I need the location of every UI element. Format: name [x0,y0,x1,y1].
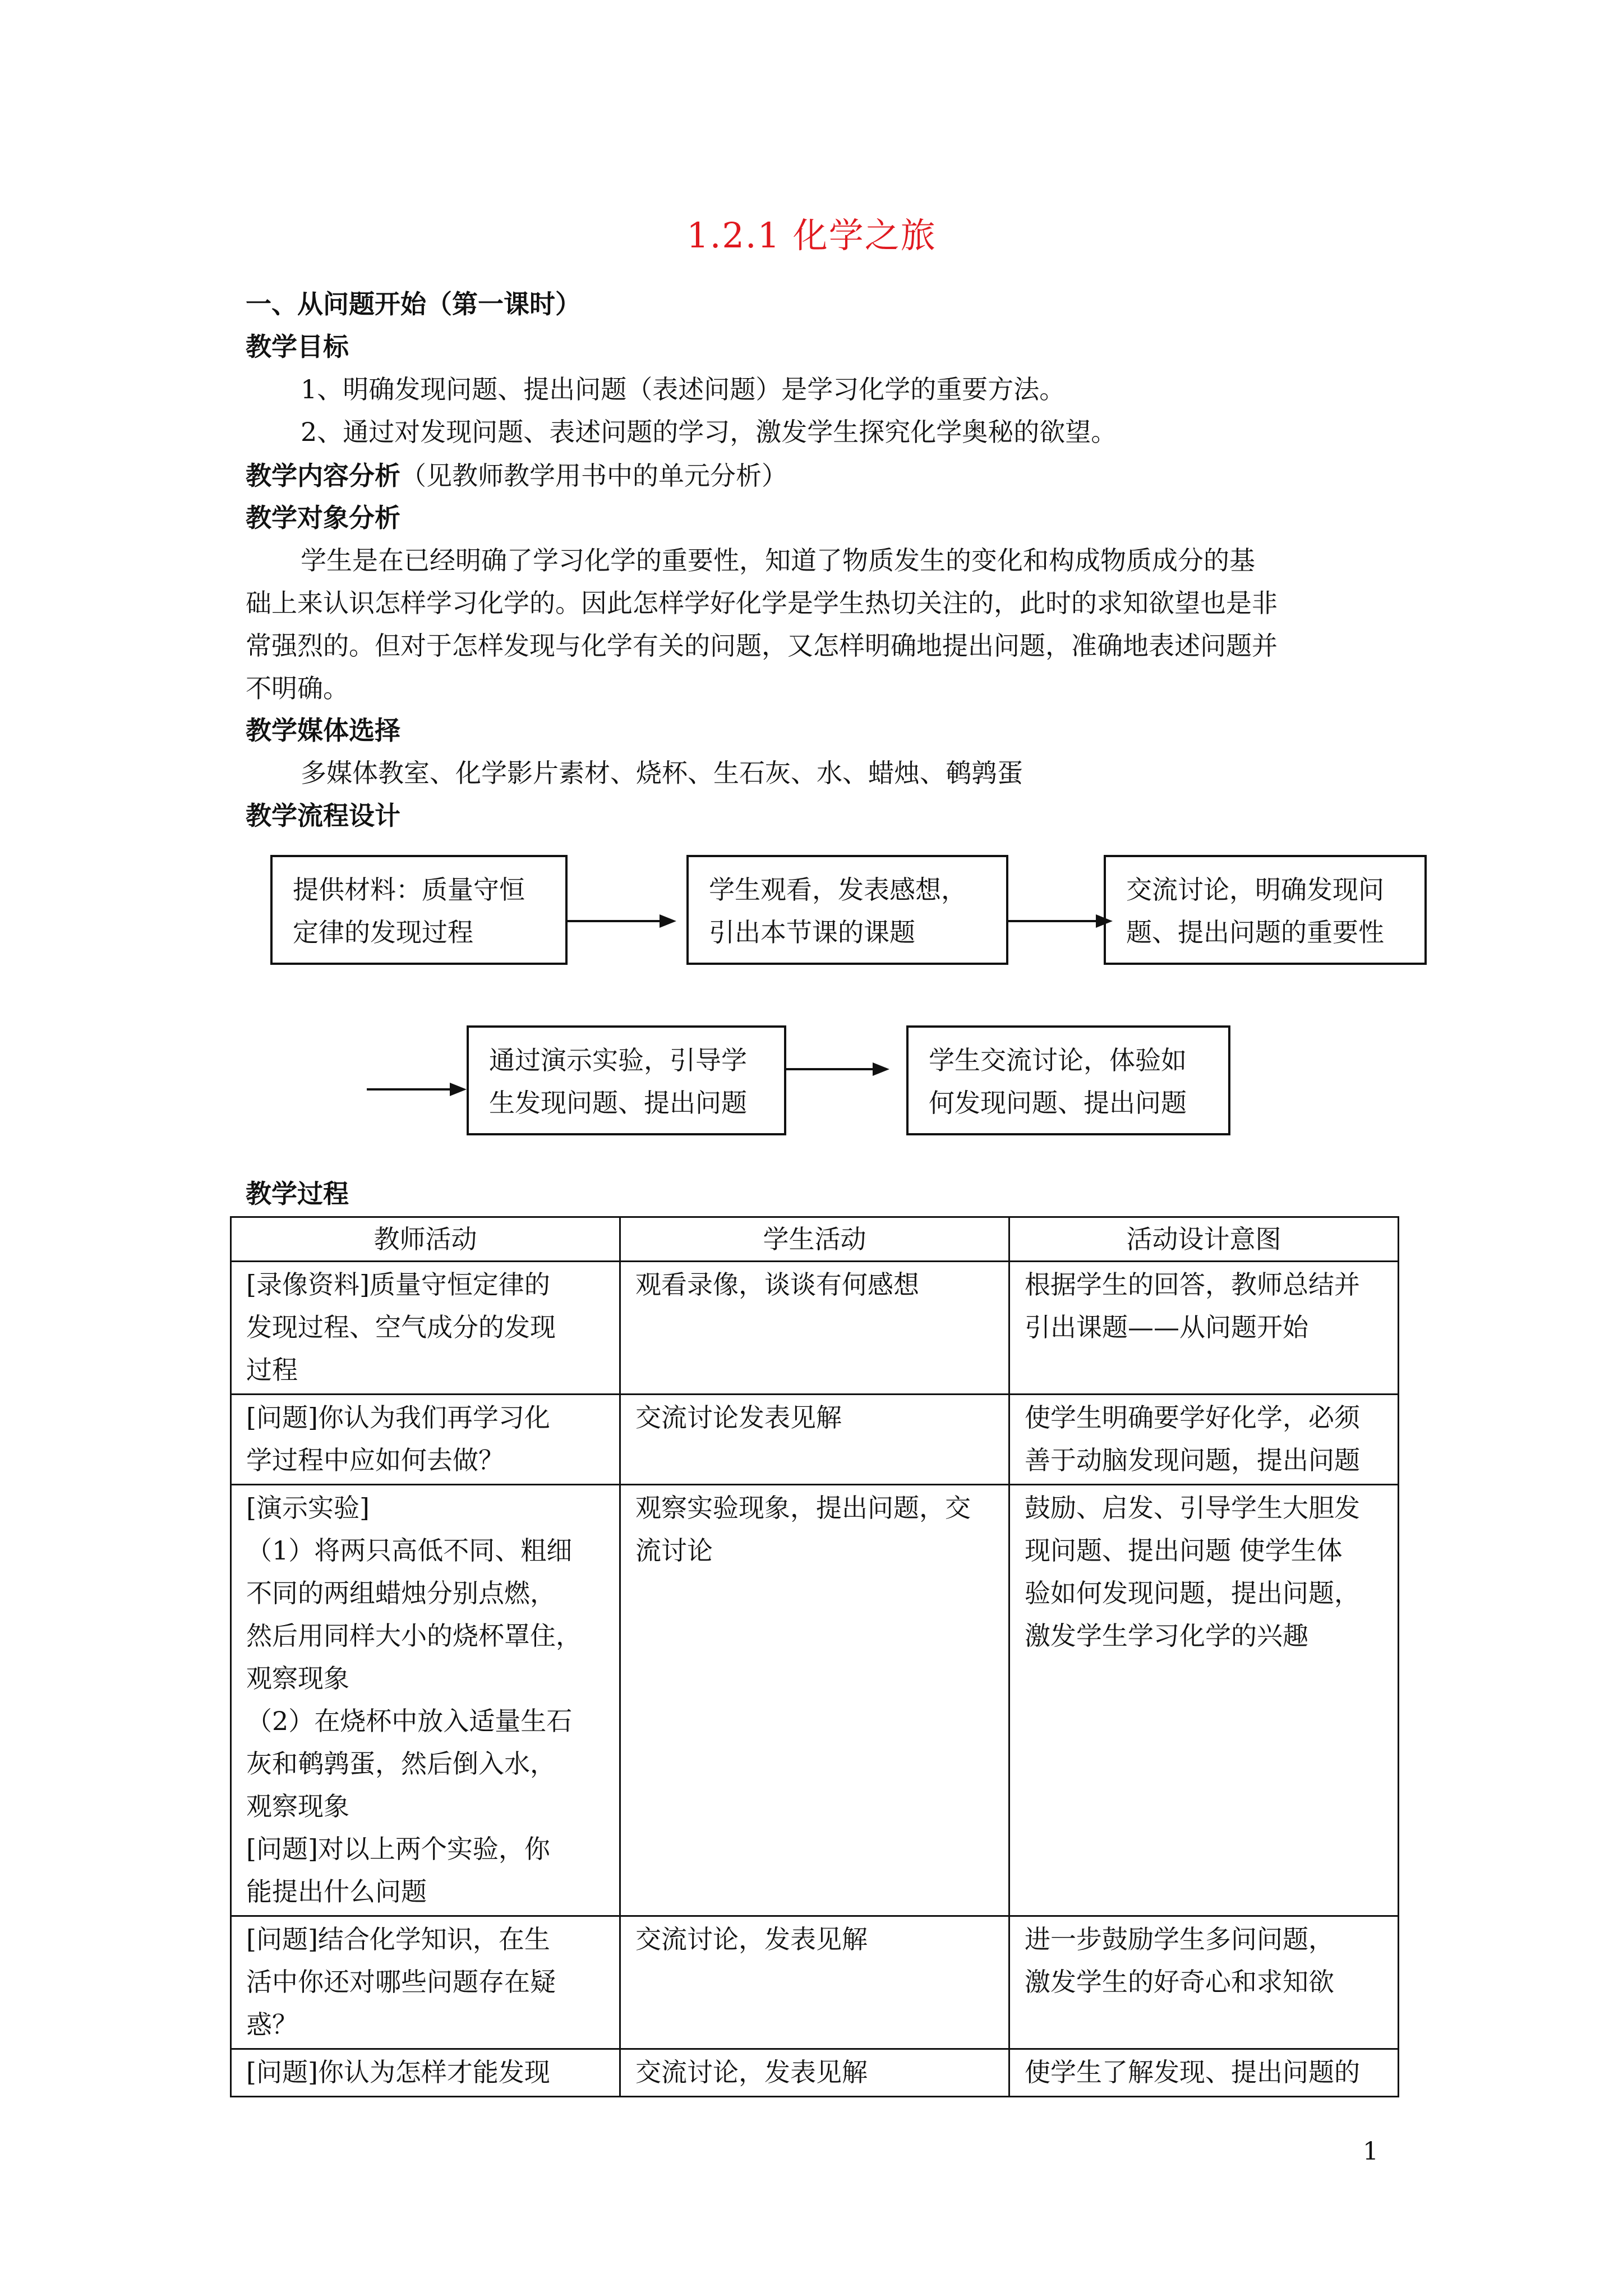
cell-line: 不同的两组蜡烛分别点燃， [246,1578,556,1608]
cell-line: 使学生了解发现、提出问题的 [1025,2057,1360,2087]
cell-line: 观察实验现象，提出问题，交 [635,1493,971,1523]
arrow-right-icon [873,1062,889,1076]
cell-line: 观察现象 [246,1791,349,1821]
table-row [231,2049,1399,2097]
cell-line: 激发学生的好奇心和求知欲 [1025,1967,1334,1997]
cell-line: 学过程中应如何去做？ [246,1445,504,1475]
design-intent-cell [1009,1262,1399,1395]
teaching-goals-heading: 教学目标 [246,332,349,362]
flow-box-5 [906,1025,1230,1135]
flow-box-text: 学生交流讨论，体验如 [929,1045,1187,1075]
cell-line: 验如何发现问题，提出问题， [1025,1578,1360,1608]
cell-line: 使学生明确要学好化学，必须 [1025,1402,1360,1433]
column-header-student: 学生活动 [620,1217,1009,1262]
cell-line: 观察现象 [246,1663,349,1694]
cell-line: 然后用同样大小的烧杯罩住， [246,1621,582,1651]
object-analysis-line: 学生是在已经明确了学习化学的重要性，知道了物质发生的变化和构成物质成分的基 [301,545,1255,576]
student-activity-cell [620,1262,1009,1395]
design-intent-cell [1009,2049,1399,2097]
page-number: 1 [1363,2137,1378,2166]
column-header-intent: 活动设计意图 [1009,1217,1399,1262]
student-activity-cell [620,2049,1009,2097]
flow-box-text: 题、提出问题的重要性 [1126,917,1384,947]
cell-line: 惑？ [246,2009,298,2040]
cell-line: （2）在烧杯中放入适量生石 [246,1706,573,1736]
cell-line: 根据学生的回答，教师总结并 [1025,1269,1360,1300]
cell-line: [演示实验] [246,1493,370,1523]
teacher-activity-cell [231,1262,620,1395]
cell-line: [问题]你认为我们再学习化 [246,1402,550,1433]
flow-box-4 [467,1025,786,1135]
teaching-goal-item: 1、明确发现问题、提出问题（表述问题）是学习化学的重要方法。 [301,374,1066,404]
cell-line: （1）将两只高低不同、粗细 [246,1535,573,1566]
flow-box-1 [270,855,568,965]
design-intent-cell [1009,1485,1399,1916]
cell-line: 发现过程、空气成分的发现 [246,1312,556,1342]
cell-line: [问题]结合化学知识，在生 [246,1924,550,1954]
cell-line: 能提出什么问题 [246,1876,427,1907]
document-title: 1.2.1 化学之旅 [686,215,937,256]
object-analysis-line: 常强烈的。但对于怎样发现与化学有关的问题，又怎样明确地提出问题，准确地表述问题并 [246,631,1278,661]
table-header-row [231,1217,1399,1262]
flow-arrow [568,920,662,922]
table-row [231,1485,1399,1916]
cell-line: 流讨论 [635,1535,713,1566]
content-analysis-note: （见教师教学用书中的单元分析） [400,461,787,491]
cell-line: 交流讨论发表见解 [635,1402,842,1433]
column-header-teacher: 教师活动 [231,1217,620,1262]
section-heading: 一、从问题开始（第一课时） [246,289,581,319]
cell-line: 活中你还对哪些问题存在疑 [246,1967,556,1997]
flow-box-text: 学生观看，发表感想， [709,875,967,905]
flow-arrow [367,1088,452,1091]
table-row [231,1395,1399,1485]
cell-line: 灰和鹌鹑蛋，然后倒入水， [246,1749,556,1779]
content-analysis-title: 教学内容分析 [246,461,400,491]
cell-line: [问题]对以上两个实验，你 [246,1834,550,1864]
design-intent-cell [1009,1916,1399,2049]
teacher-activity-cell [231,1395,620,1485]
cell-line: 交流讨论，发表见解 [635,1924,868,1954]
object-analysis-heading: 教学对象分析 [246,503,400,533]
cell-line: 现问题、提出问题 使学生体 [1025,1535,1343,1566]
media-heading: 教学媒体选择 [246,715,400,746]
flow-box-2 [686,855,1008,965]
process-heading: 教学过程 [246,1179,349,1209]
teacher-activity-cell [231,1916,620,2049]
flow-box-text: 定律的发现过程 [293,917,473,947]
flow-box-text: 提供材料：质量守恒 [293,875,525,905]
design-intent-cell [1009,1395,1399,1485]
student-activity-cell [620,1485,1009,1916]
content-analysis-heading [246,459,787,493]
cell-line: 引出课题——从问题开始 [1025,1312,1308,1342]
flow-box-text: 交流讨论，明确发现问 [1126,875,1384,905]
process-table [230,1216,1399,2097]
cell-line: [录像资料]质量守恒定律的 [246,1269,550,1300]
cell-line: 善于动脑发现问题，提出问题 [1025,1445,1360,1475]
object-analysis-line: 不明确。 [246,673,349,703]
object-analysis-line: 础上来认识怎样学习化学的。因此怎样学好化学是学生热切关注的，此时的求知欲望也是非 [246,588,1278,618]
cell-line: 观看录像，谈谈有何感想 [635,1269,919,1300]
student-activity-cell [620,1916,1009,2049]
teacher-activity-cell [231,1485,620,1916]
flow-arrow [786,1068,875,1070]
flow-box-text: 何发现问题、提出问题 [929,1088,1187,1118]
arrow-right-icon [660,914,676,928]
flow-box-text: 通过演示实验，引导学 [489,1045,747,1075]
flow-box-3 [1104,855,1427,965]
teaching-goal-item: 2、通过对发现问题、表述问题的学习，激发学生探究化学奥秘的欲望。 [301,417,1117,447]
student-activity-cell [620,1395,1009,1485]
arrow-right-icon [450,1083,467,1096]
teacher-activity-cell [231,2049,620,2097]
cell-line: 交流讨论，发表见解 [635,2057,868,2087]
flow-box-text: 生发现问题、提出问题 [489,1088,747,1118]
table-row [231,1262,1399,1395]
flow-arrow [1008,920,1098,922]
cell-line: 激发学生学习化学的兴趣 [1025,1621,1308,1651]
media-text: 多媒体教室、化学影片素材、烧杯、生石灰、水、蜡烛、鹌鹑蛋 [301,758,1023,788]
cell-line: [问题]你认为怎样才能发现 [246,2057,550,2087]
flow-heading: 教学流程设计 [246,800,400,831]
flow-box-text: 引出本节课的课题 [709,917,915,947]
cell-line: 过程 [246,1355,298,1385]
cell-line: 鼓励、启发、引导学生大胆发 [1025,1493,1360,1523]
table-row [231,1916,1399,2049]
cell-line: 进一步鼓励学生多问问题， [1025,1924,1334,1954]
